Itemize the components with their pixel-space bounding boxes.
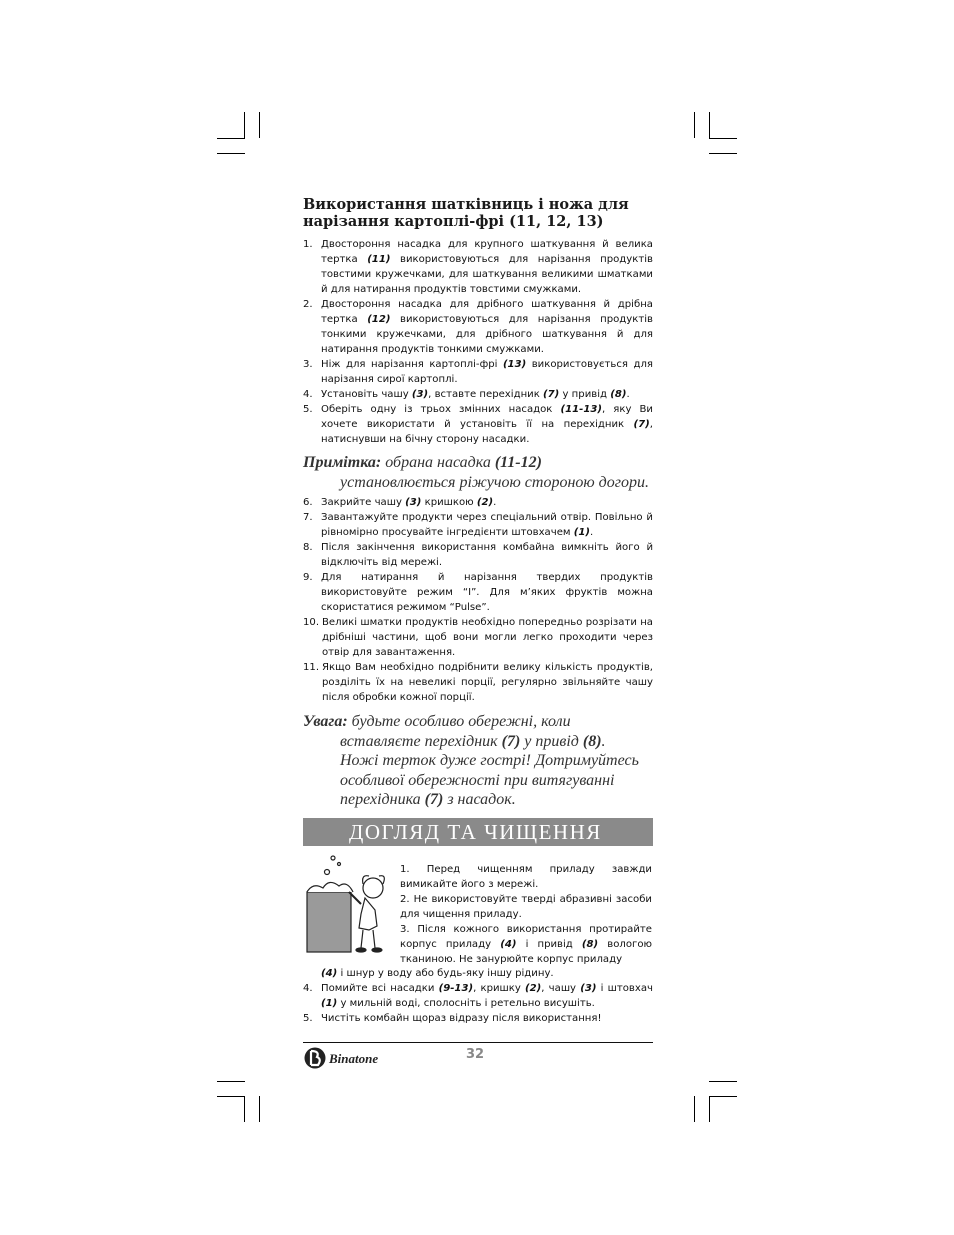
item-number: 6. bbox=[303, 497, 313, 508]
note-ref: (11-12) bbox=[494, 454, 542, 471]
crop-mark bbox=[694, 112, 695, 138]
crop-mark bbox=[217, 138, 245, 139]
cleaning-step-3: 3. Після кожного використання протирайте корпус приладу (4) і привід (8) вологою тканиною. Не занурюйте корпус приладу bbox=[400, 924, 653, 965]
footer-divider bbox=[303, 1042, 653, 1043]
crop-mark bbox=[217, 1096, 245, 1097]
item-number: 5. bbox=[303, 404, 313, 415]
list-item: 5. Чистіть комбайн щораз відразу після використання! bbox=[303, 1013, 602, 1024]
item-number: 9. bbox=[303, 572, 313, 583]
list-item: 2. Двостороння насадка для дрібного шаткування й дрібна тертка (12) використовуються для нарізання продуктів тонкими кружечками, для дрібного шаткування й для натирання продуктів тонкими смужками. bbox=[303, 299, 653, 355]
steps-list-a bbox=[303, 237, 653, 447]
list-item: 8. Після закінчення використання комбайна вимкніть його й відключіть від мережі. bbox=[303, 542, 653, 568]
warning-text-1: будьте особливо обережні, коли bbox=[347, 713, 571, 730]
crop-mark bbox=[709, 1096, 737, 1097]
list-item: 11. Якщо Вам необхідно подрібнити велику кількість продуктів, розділіть їх на невеликі порції, регулярно звільняйте чашу після обробки кожної порції. bbox=[303, 662, 653, 703]
list-item: 7. Завантажуйте продукти через спеціальний отвір. Повільно й рівномірно просувайте інгредієнти штовхачем (1). bbox=[303, 512, 653, 538]
list-item: 1. Двостороння насадка для крупного шаткування й велика тертка (11) використовуються для нарізання продуктів товстими кружечками, для шаткування великими шматками й для натирання продуктів товстими смужками. bbox=[303, 239, 653, 295]
warning-label: Увага: bbox=[303, 713, 348, 730]
instructions-column bbox=[303, 196, 653, 810]
item-number: 2. bbox=[303, 299, 313, 310]
cleaning-text bbox=[400, 862, 652, 967]
item-number: 7. bbox=[303, 512, 313, 523]
section-title: ДОГЛЯД ТА ЧИЩЕННЯ bbox=[349, 820, 602, 844]
crop-mark bbox=[709, 153, 737, 154]
warning-text-5: перехідника (7) з насадок. bbox=[340, 791, 516, 808]
crop-mark bbox=[259, 112, 260, 138]
item-number: 4. bbox=[303, 983, 313, 994]
heading-line-1: Використання шатківниць і ножа для bbox=[303, 196, 629, 213]
item-number: 4. bbox=[303, 389, 313, 400]
crop-mark bbox=[709, 138, 737, 139]
item-number: 3. bbox=[303, 359, 313, 370]
page-number: 32 bbox=[465, 1047, 485, 1062]
crop-mark bbox=[244, 112, 245, 138]
item-number: 5. bbox=[303, 1013, 313, 1024]
steps-list-b bbox=[303, 495, 653, 705]
svg-text:Binatone: Binatone bbox=[329, 1051, 379, 1066]
list-item: 4. Помийте всі насадки (9-13), кришку (2), чашу (3) і штовхач (1) у мильній воді, сполосніть і ретельно висушіть. bbox=[303, 983, 653, 1009]
note-text-1: обрана насадка bbox=[381, 454, 495, 471]
note-label: Примітка: bbox=[303, 454, 382, 471]
cleaning-illustration bbox=[303, 852, 399, 956]
list-item: 6. Закрийте чашу (3) кришкою (2). bbox=[303, 497, 497, 508]
list-item: (4) і шнур у воду або будь-яку іншу рідину. bbox=[321, 968, 554, 979]
warning-text-2: вставляєте перехідник (7) у привід (8). bbox=[340, 732, 606, 750]
item-number: 11. bbox=[303, 662, 320, 673]
warning-text-4: особливої обережності при витягуванні bbox=[340, 771, 615, 789]
item-number: 8. bbox=[303, 542, 313, 553]
crop-mark bbox=[217, 1081, 245, 1082]
crop-mark bbox=[244, 1096, 245, 1122]
warning-text-3: Ножі терток дуже гострі! Дотримуйтесь bbox=[340, 752, 639, 769]
crop-mark bbox=[259, 1096, 260, 1122]
binatone-logo bbox=[303, 1046, 398, 1070]
cleaning-step-1: 1. Перед чищенням приладу завжди вимикайте його з мережі. bbox=[400, 864, 652, 890]
section-heading bbox=[303, 196, 653, 230]
crop-mark bbox=[694, 1096, 695, 1122]
list-item: 4. Установіть чашу (3), вставте перехідник (7) у привід (8). bbox=[303, 389, 630, 400]
list-item: 3. Ніж для нарізання картоплі-фрі (13) використовується для нарізання сирої картоплі. bbox=[303, 359, 654, 385]
list-item: 5. Оберіть одну із трьох змінних насадок (11-13), яку Ви хочете використати й установіть її на перехідник (7), натиснувши на бічну сторону насадки. bbox=[303, 404, 653, 445]
note-text-2: установлюється ріжучою стороною догори. bbox=[340, 473, 649, 491]
list-item: 9. Для натирання й нарізання твердих продуктів використовуйте режим “I”. Для м’яких фруктів можна скористатися режимом “Pulse”. bbox=[303, 572, 653, 613]
item-number: 1. bbox=[303, 239, 313, 250]
crop-mark bbox=[217, 153, 245, 154]
cleaning-step-2: 2. Не використовуйте тверді абразивні засоби для чищення приладу. bbox=[400, 894, 652, 920]
cleaning-list-container bbox=[303, 966, 653, 1026]
list-item: 10. Великі шматки продуктів необхідно попередньо розрізати на дрібніші частини, щоб вони могли легко проходити через отвір для завантаження. bbox=[303, 617, 653, 658]
cleaning-list bbox=[303, 966, 653, 1026]
heading-line-2: нарізання картоплі-фрі (11, 12, 13) bbox=[303, 213, 604, 230]
section-title-bar bbox=[303, 818, 653, 846]
item-number: 10. bbox=[303, 617, 320, 628]
crop-mark bbox=[709, 112, 710, 138]
note-block bbox=[303, 453, 653, 492]
crop-mark bbox=[709, 1081, 737, 1082]
crop-mark bbox=[709, 1096, 710, 1122]
warning-block bbox=[303, 712, 653, 810]
